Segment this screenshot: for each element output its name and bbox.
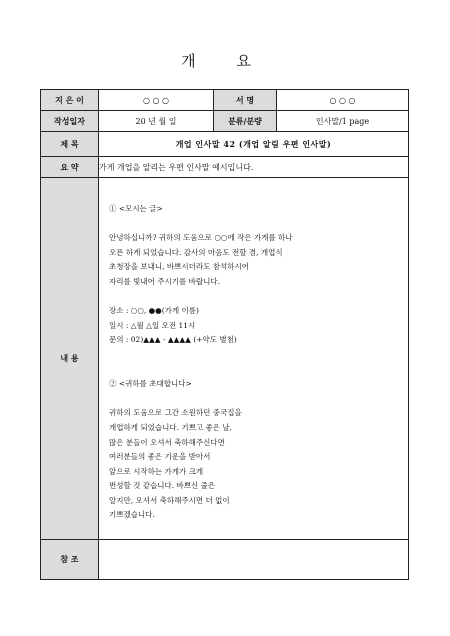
reference-row — [41, 540, 409, 580]
date-value: 20 년 월 일 — [99, 111, 214, 132]
content-row — [41, 178, 409, 540]
info-line: 일시 : △월 △일 오전 11시 — [109, 320, 196, 330]
reference-value — [99, 540, 409, 580]
content-text — [109, 178, 408, 523]
author-label: 지 은 이 — [41, 90, 99, 111]
info-line: 장소 : ○○, ●●(가게 이름) — [109, 306, 199, 316]
section1-line: 안녕하십니까? 귀하의 도움으로 ○○에 작은 가게를 하나 — [109, 233, 293, 243]
author-row — [41, 90, 409, 111]
summary-value: 가게 개업을 알리는 우편 인사말 예시입니다. — [99, 157, 409, 178]
subject-value: 개업 인사말 42 (개업 알림 우편 인사말) — [99, 132, 409, 157]
section2-heading: ② <귀하를 초대합니다> — [109, 379, 192, 389]
reviewer-label: 서 명 — [214, 90, 277, 111]
author-value: ○ ○ ○ — [99, 90, 214, 111]
section2-line: 앞으로 시작하는 가게가 크게 — [109, 466, 204, 476]
section2-line: 알지만, 오셔서 축하해주시면 더 없이 — [109, 495, 230, 505]
overview-form-table — [40, 89, 409, 580]
section2-line: 번성할 것 같습니다. 바쁘신 줄은 — [109, 481, 216, 491]
section1-line: 자리를 빛내어 주시기를 바랍니다. — [109, 276, 220, 286]
category-value: 인사말/1 page — [277, 111, 409, 132]
reference-label: 참 조 — [41, 540, 99, 580]
section2-line: 기쁘겠습니다. — [109, 510, 155, 520]
section2-line: 개업하게 되었습니다. 기쁘고 좋은 날, — [109, 422, 232, 432]
page-title: 개 요 — [181, 52, 269, 70]
summary-row — [41, 157, 409, 178]
subject-label: 제 목 — [41, 132, 99, 157]
section1-line: 초청장을 보내니, 바쁘시더라도 참석하시어 — [109, 262, 249, 272]
date-label: 작성일자 — [41, 111, 99, 132]
section2-line: 귀하의 도움으로 그간 소원하던 중국집을 — [109, 408, 242, 418]
subject-row — [41, 132, 409, 157]
reviewer-value: ○ ○ ○ — [277, 90, 409, 111]
section1-line: 오픈 하게 되었습니다. 감사의 마음도 전할 겸, 개업식 — [109, 247, 283, 257]
content-label: 내 용 — [41, 178, 99, 540]
date-row — [41, 111, 409, 132]
section2-line: 여러분들의 좋은 기운을 받아서 — [109, 452, 211, 462]
summary-label: 요 약 — [41, 157, 99, 178]
category-label: 분류/분량 — [214, 111, 277, 132]
section2-line: 많은 분들이 오셔서 축하해주신다면 — [109, 437, 225, 447]
content-body — [99, 178, 409, 540]
section1-heading: ① <모시는 글> — [109, 204, 163, 213]
info-line: 문의 : 02)▲▲▲ - ▲▲▲▲ (+약도 별첨) — [109, 335, 237, 345]
